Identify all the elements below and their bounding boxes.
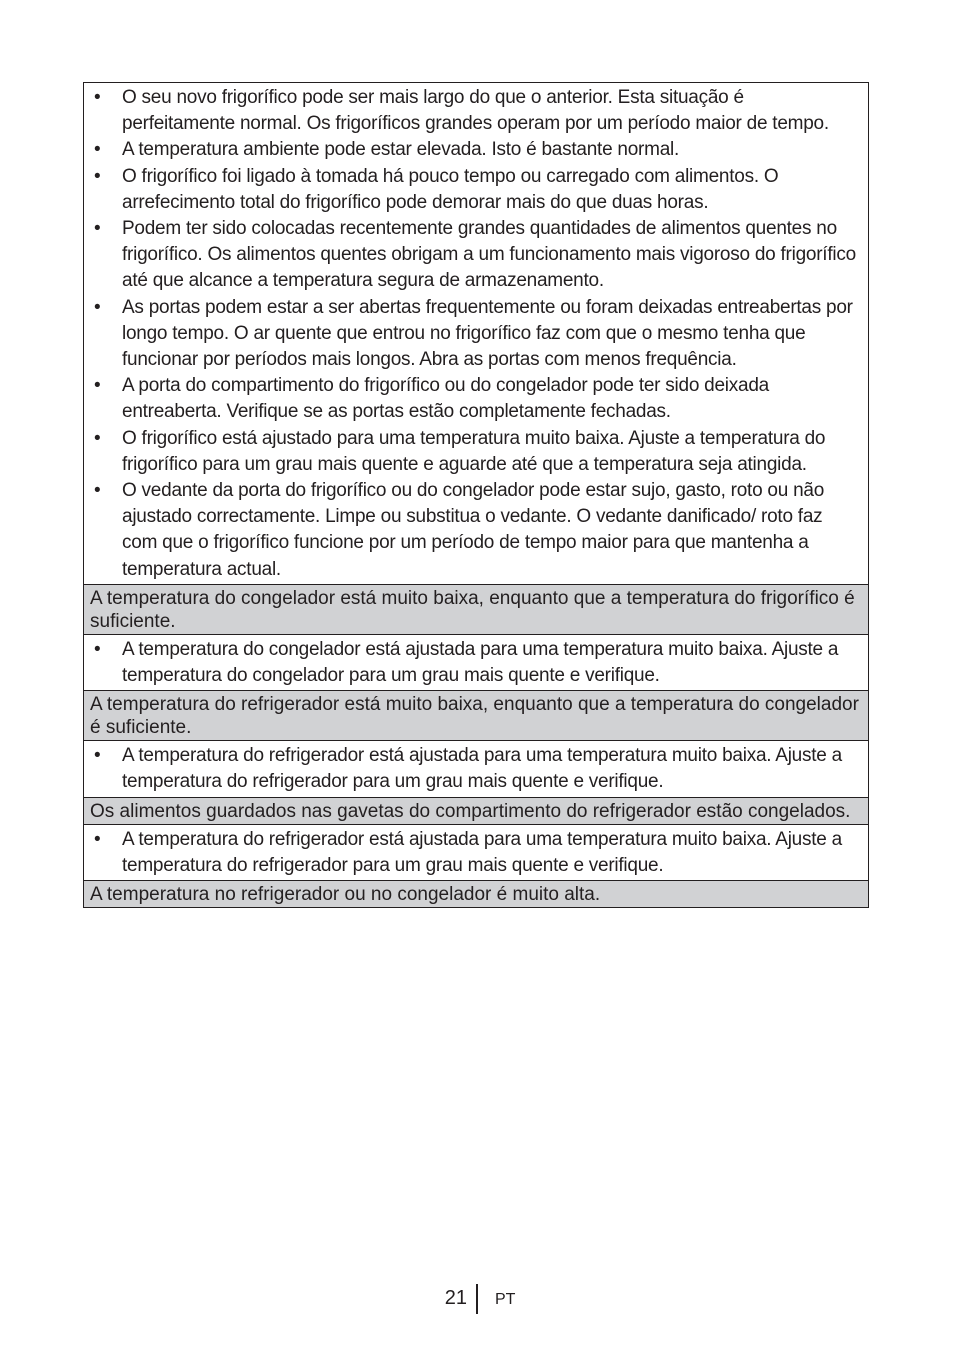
solution-text: O vedante da porta do frigorífico ou do congelador pode estar sujo, gasto, roto ou não ajustado correctamente. Limpe ou substitua o vedante. O vedante danificado/ roto faz com que o frigorífico funcione por um período de tempo maior para que mantenha a temperatura actual. (122, 480, 825, 580)
solution-item (90, 827, 858, 879)
problem-heading: A temperatura do refrigerador está muito baixa, enquanto que a temperatura do congelador é suficiente. (84, 690, 868, 740)
bullet-icon: • (94, 828, 101, 850)
bullet-icon: • (94, 139, 101, 161)
bullet-icon: • (94, 218, 101, 240)
solution-text: O frigorífico foi ligado à tomada há pouco tempo ou carregado com alimentos. O arrefecimento total do frigorífico pode demorar mais do que duas horas. (122, 165, 779, 213)
solution-text: A temperatura ambiente pode estar elevada. Isto é bastante normal. (122, 139, 680, 161)
solution-item (90, 216, 858, 295)
solution-text: As portas podem estar a ser abertas frequentemente ou foram deixadas entreabertas por longo tempo. O ar quente que entrou no frigorífico faz com que o mesmo tenha que funcionar por períodos mais longos. Abra as portas com menos frequência. (122, 296, 853, 371)
solution-list-cell (84, 83, 868, 584)
solution-list-cell (84, 634, 868, 690)
solution-list (90, 827, 858, 879)
problem-heading: A temperatura no refrigerador ou no congelador é muito alta. (84, 880, 868, 907)
solution-text: O seu novo frigorífico pode ser mais largo do que o anterior. Esta situação é perfeitamente normal. Os frigoríficos grandes operam por um período maior de tempo. (122, 87, 829, 135)
solution-list-cell (84, 740, 868, 796)
solution-text: A temperatura do refrigerador está ajustada para uma temperatura muito baixa. Ajuste a temperatura do refrigerador para um grau mais quente e verifique. (122, 828, 842, 876)
solution-list (90, 743, 858, 795)
solution-item (90, 295, 858, 374)
solution-list (90, 637, 858, 689)
bullet-icon: • (94, 87, 101, 108)
solution-item (90, 164, 858, 216)
bullet-icon: • (94, 427, 101, 449)
solution-text: A temperatura do congelador está ajustada para uma temperatura muito baixa. Ajuste a temperatura do congelador para um grau mais quente e verifique. (122, 638, 839, 687)
solution-item (90, 637, 858, 689)
page-number: 21 (444, 1287, 467, 1309)
solution-list (90, 85, 858, 583)
bullet-icon: • (94, 165, 101, 187)
solution-item (90, 85, 858, 137)
language-code: PT (495, 1291, 516, 1308)
bullet-icon: • (94, 480, 101, 502)
solution-item (90, 478, 858, 583)
bullet-icon: • (94, 745, 101, 767)
solution-item (90, 137, 858, 163)
solution-item (90, 743, 858, 795)
bullet-icon: • (94, 375, 101, 397)
problem-heading: A temperatura do congelador está muito baixa, enquanto que a temperatura do frigorífico é suficiente. (84, 584, 868, 634)
bullet-icon: • (94, 296, 101, 318)
troubleshooting-table (83, 82, 869, 908)
footer-divider (476, 1284, 478, 1314)
solution-text: Podem ter sido colocadas recentemente grandes quantidades de alimentos quentes no frigorífico. Os alimentos quentes obrigam a um funcionamento mais vigoroso do frigorífico até que alcance a temperatura segura de armazenamento. (122, 218, 856, 292)
solution-item (90, 373, 858, 425)
solution-item (90, 426, 858, 478)
problem-heading: Os alimentos guardados nas gavetas do compartimento do refrigerador estão congelados. (84, 797, 868, 824)
solution-text: A temperatura do refrigerador está ajustada para uma temperatura muito baixa. Ajuste a temperatura do refrigerador para um grau mais quente e verifique. (122, 745, 842, 793)
solution-list-cell (84, 824, 868, 880)
solution-text: O frigorífico está ajustado para uma temperatura muito baixa. Ajuste a temperatura do frigorífico para um grau mais quente e aguarde até que a temperatura seja atingida. (122, 427, 826, 475)
solution-text: A porta do compartimento do frigorífico ou do congelador pode ter sido deixada entreaberta. Verifique se as portas estão completamente fechadas. (122, 375, 769, 423)
bullet-icon: • (94, 638, 101, 660)
page-footer (0, 1284, 954, 1316)
